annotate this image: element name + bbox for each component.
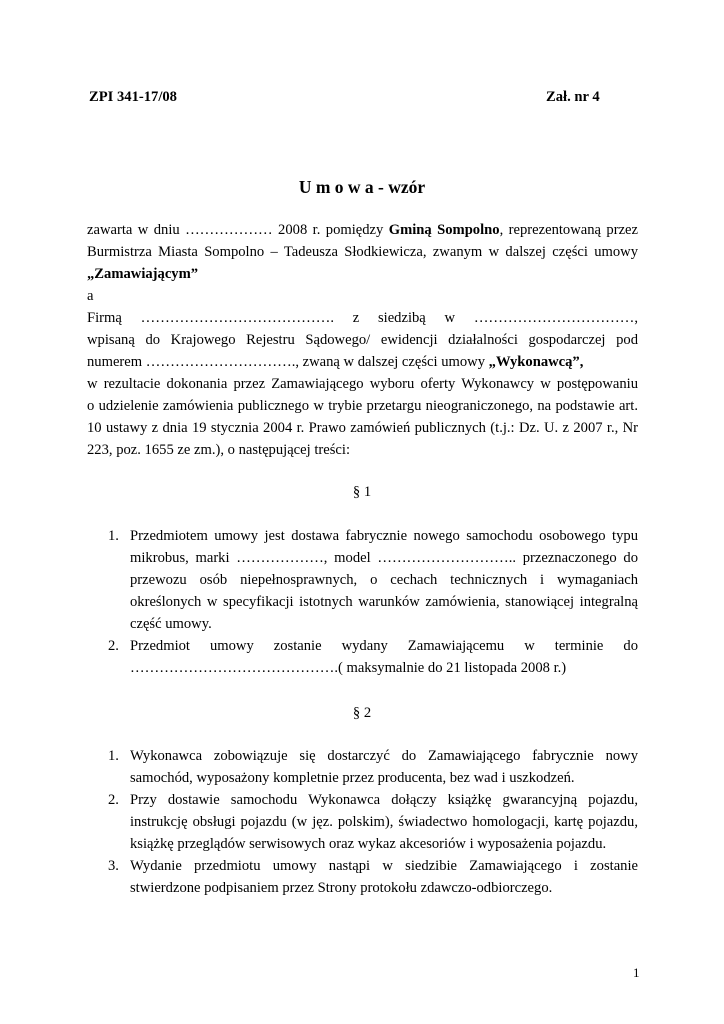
section-2-item: 1. Wykonawca zobowiązuje się dostarczyć do Zamawiającego fabrycznie nowy samochód, wyposażony kompletnie przez producenta, bez wad i uszkodzeń. [108,748,638,786]
section-1-heading: § 1 [352,484,372,500]
section-1-item: 2. Przedmiot umowy zostanie wydany Zamawiającemu w terminie do …………………………………….( maksymalnie do 21 listopada 2008 r.) [108,638,638,676]
intro-paragraph [87,219,638,461]
intro-line: zawarta w dniu ……………… 2008 r. pomiędzy Gminą Sompolno, reprezentowaną przez [87,222,639,238]
party-name-gmina: Gminą Sompolno [388,222,500,238]
intro-line: w rezultacie dokonania przez Zamawiającego wyboru oferty Wykonawcy w postępowaniu [87,376,638,392]
zamawiajacy-label: „Zamawiającym” [87,266,199,282]
intro-line: o udzielenie zamówienia publicznego w trybie przetargu nieograniczonego, na podstawie art. [87,398,638,414]
section-2-item: 2. Przy dostawie samochodu Wykonawca dołączy książkę gwarancyjną pojazdu, instrukcję obsługi pojazdu (w jęz. polskim), świadectwo homologacji, kartę pojazdu, książkę przeglądów serwisowych oraz wykaz akcesoriów i wyposażenia pojazdu. [108,792,638,852]
page-number: 1 [633,965,640,980]
wykonawca-label: „Wykonawcą”, [488,354,584,370]
section-2-item: 3. Wydanie przedmiotu umowy nastąpi w siedzibie Zamawiającego i zostanie stwierdzone podpisaniem przez Strony protokołu zdawczo-odbiorczego. [108,858,638,896]
section-1-item: 1. Przedmiotem umowy jest dostawa fabrycznie nowego samochodu osobowego typu mikrobus, marki ………………, model ……………………….. przeznaczonego do przewozu osób niepełnosprawnych, o cechach technicznych i wymaganiach określonych w specyfikacji istotnych warunków zamówienia, stanowiącej integralną część umowy. [108,528,638,632]
section-2-list [96,745,638,899]
document-reference: ZPI 341-17/08 [89,89,177,105]
intro-line: numerem …………………………., zwaną w dalszej części umowy „Wykonawcą”, [87,354,584,370]
intro-line: a [87,288,94,304]
intro-line: wpisaną do Krajowego Rejestru Sądowego/ ewidencji działalności gospodarczej pod [87,332,638,348]
intro-line: 223, poz. 1655 ze zm.), o następującej treści: [87,442,351,458]
document-title: U m o w a - wzór [298,177,426,197]
section-1-list [96,525,638,679]
attachment-number: Zał. nr 4 [546,89,600,105]
intro-line: Firmą …………………………………. z siedzibą w ……………………………, [87,310,638,326]
intro-line: 10 ustawy z dnia 19 stycznia 2004 r. Prawo zamówień publicznych (t.j.: Dz. U. z 2007 r., Nr [87,420,638,436]
intro-line: Burmistrza Miasta Sompolno – Tadeusza Słodkiewicza, zwanym w dalszej części umowy [87,244,638,260]
section-2-heading: § 2 [352,705,372,721]
